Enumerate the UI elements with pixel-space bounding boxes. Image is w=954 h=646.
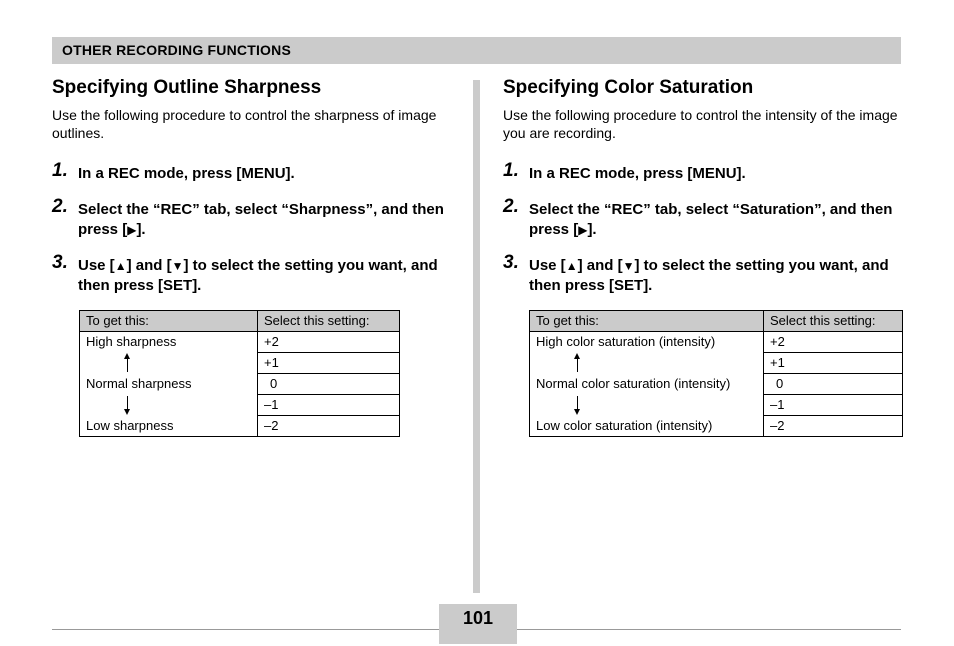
table-cell-value: 0 — [258, 374, 400, 395]
table-cell-description: Normal sharpness — [80, 374, 258, 395]
table-header-row — [80, 311, 400, 332]
left-step-2 — [52, 196, 457, 240]
sharpness-table — [79, 310, 400, 437]
step-number: 2. — [503, 196, 519, 217]
step-text: Select the “REC” tab, select “Saturation”, and then press [ — [529, 201, 893, 238]
step-text-end: ] to select the setting you want, and then press [SET]. — [529, 257, 889, 294]
right-intro: Use the following procedure to control the intensity of the image you are recording. — [503, 107, 898, 141]
table-header-cell: To get this: — [80, 311, 258, 332]
table-cell-value: –1 — [764, 395, 903, 416]
up-triangle-icon: ▲ — [565, 259, 578, 273]
step-text: Select the “REC” tab, select “Sharpness”, and then press [ — [78, 201, 444, 238]
table-row — [530, 353, 903, 374]
table-header-row — [530, 311, 903, 332]
right-column — [503, 76, 903, 437]
step-text-end: ] to select the setting you want, and then press [SET]. — [78, 257, 438, 294]
step-text: In a REC mode, press [MENU]. — [78, 165, 295, 182]
table-row — [80, 416, 400, 437]
arrow-up-icon — [572, 353, 584, 373]
table-cell-value: +1 — [764, 353, 903, 374]
table-header-cell: Select this setting: — [764, 311, 903, 332]
right-step-3 — [503, 252, 903, 296]
table-cell-arrow — [530, 353, 764, 374]
right-title: Specifying Color Saturation — [503, 77, 754, 98]
table-cell-value: 0 — [764, 374, 903, 395]
table-row — [530, 374, 903, 395]
step-number: 3. — [52, 252, 68, 273]
table-cell-description: High color saturation (intensity) — [530, 332, 764, 353]
step-number: 3. — [503, 252, 519, 273]
step-text: Use [ — [529, 257, 566, 274]
step-number: 1. — [503, 160, 519, 181]
table-row — [530, 395, 903, 416]
step-text: Use [ — [78, 257, 115, 274]
step-number: 2. — [52, 196, 68, 217]
right-step-1 — [503, 160, 903, 184]
arrow-up-icon — [122, 353, 134, 373]
saturation-table — [529, 310, 903, 437]
table-cell-value: –2 — [764, 416, 903, 437]
right-triangle-icon: ▶ — [127, 223, 137, 237]
table-cell-value: +2 — [764, 332, 903, 353]
table-row — [530, 332, 903, 353]
step-text-mid: ] and [ — [126, 257, 172, 274]
step-text-end: ]. — [587, 221, 597, 238]
left-column — [52, 76, 457, 437]
left-step-3 — [52, 252, 457, 296]
left-title: Specifying Outline Sharpness — [52, 77, 322, 98]
table-row — [80, 332, 400, 353]
page-number: 101 — [439, 604, 517, 644]
up-triangle-icon: ▲ — [114, 259, 127, 273]
step-number: 1. — [52, 160, 68, 181]
left-intro: Use the following procedure to control the sharpness of image outlines. — [52, 107, 437, 141]
table-header-cell: Select this setting: — [258, 311, 400, 332]
table-cell-description: Low sharpness — [80, 416, 258, 437]
table-cell-value: –1 — [258, 395, 400, 416]
table-cell-description: High sharpness — [80, 332, 258, 353]
table-row — [80, 353, 400, 374]
step-text-mid: ] and [ — [577, 257, 623, 274]
table-cell-arrow — [530, 395, 764, 416]
table-cell-arrow — [80, 395, 258, 416]
arrow-down-icon — [572, 395, 584, 415]
table-cell-value: +2 — [258, 332, 400, 353]
table-row — [530, 416, 903, 437]
table-cell-description: Low color saturation (intensity) — [530, 416, 764, 437]
left-steps — [52, 160, 457, 296]
down-triangle-icon: ▼ — [171, 259, 184, 273]
table-cell-value: +1 — [258, 353, 400, 374]
table-cell-arrow — [80, 353, 258, 374]
column-divider — [473, 80, 480, 593]
table-cell-description: Normal color saturation (intensity) — [530, 374, 764, 395]
step-text-end: ]. — [136, 221, 146, 238]
right-step-2 — [503, 196, 903, 240]
arrow-down-icon — [122, 395, 134, 415]
right-steps — [503, 160, 903, 296]
step-text: In a REC mode, press [MENU]. — [529, 165, 746, 182]
left-step-1 — [52, 160, 457, 184]
table-row — [80, 374, 400, 395]
down-triangle-icon: ▼ — [622, 259, 635, 273]
table-header-cell: To get this: — [530, 311, 764, 332]
table-row — [80, 395, 400, 416]
table-cell-value: –2 — [258, 416, 400, 437]
right-triangle-icon: ▶ — [578, 223, 588, 237]
section-header: OTHER RECORDING FUNCTIONS — [52, 37, 901, 64]
